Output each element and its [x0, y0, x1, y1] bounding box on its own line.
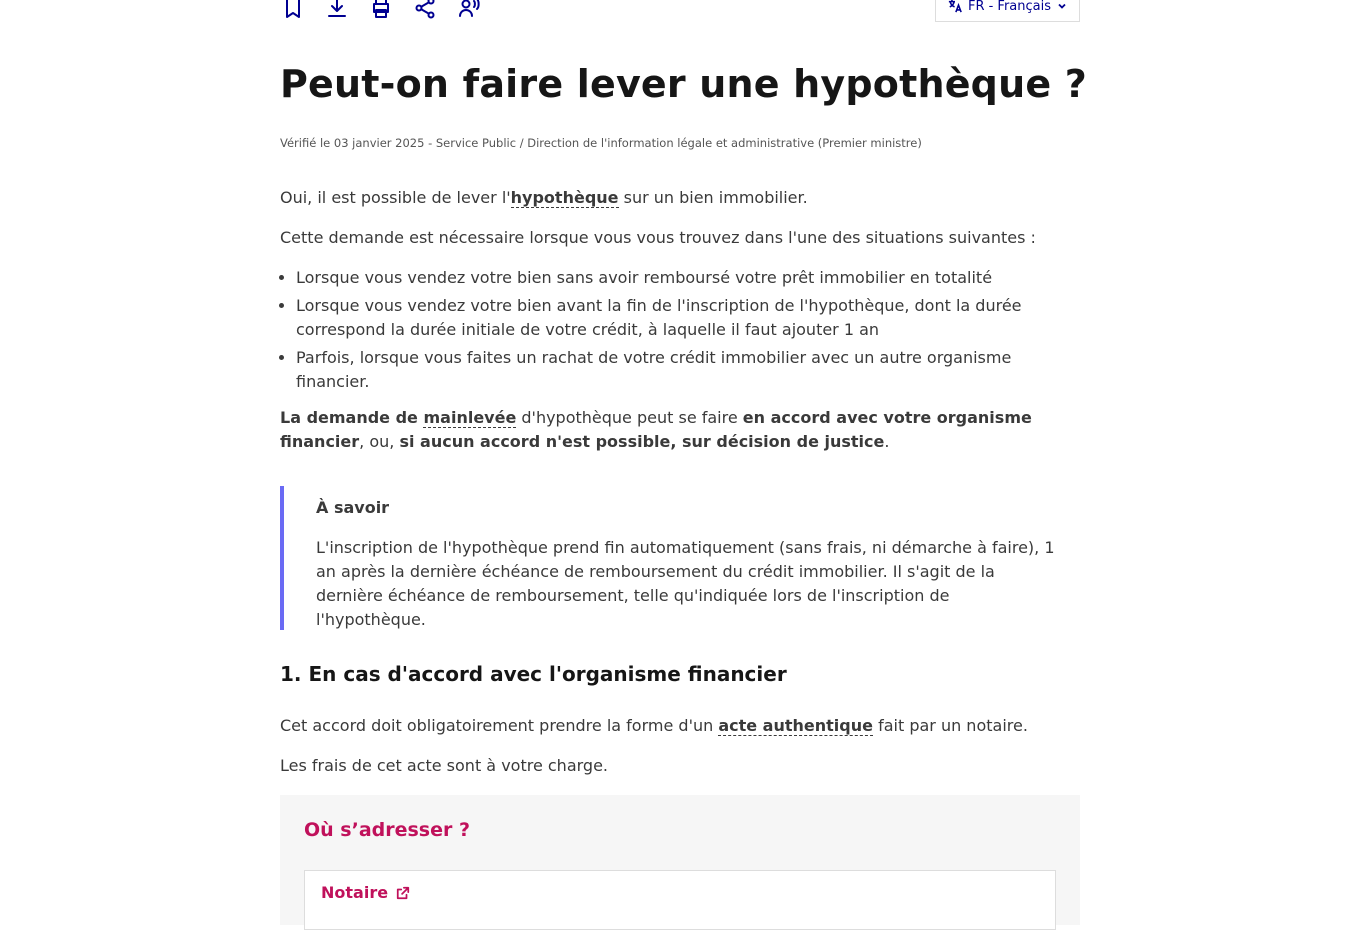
intro-text-before: Oui, il est possible de lever l'	[280, 188, 511, 207]
external-link-icon	[396, 886, 410, 900]
demand-paragraph	[280, 406, 1080, 454]
term-acte-authentique[interactable]: acte authentique	[718, 716, 873, 735]
bookmark-icon[interactable]	[280, 0, 306, 21]
section-paragraph-2: Les frais de cet acte sont à votre charge.	[280, 756, 608, 775]
listen-icon[interactable]	[456, 0, 482, 21]
where-title: Où s’adresser ?	[304, 819, 471, 841]
demand-bold-2: en accord avec votre organisme financier	[280, 408, 1032, 451]
intro-paragraph-2: Cette demande est nécessaire lorsque vous vous trouvez dans l'une des situations suivantes :	[280, 228, 1036, 247]
page-toolbar	[280, 0, 500, 24]
info-callout	[280, 486, 1080, 630]
demand-bold-1: La demande de	[280, 408, 424, 427]
demand-text-3: .	[884, 432, 890, 451]
list-item: • Lorsque vous vendez votre bien avant la fin de l'inscription de l'hypothèque, dont la durée correspond la durée initiale de votre crédit, à laquelle il faut ajouter 1 an	[296, 294, 1086, 342]
intro-paragraph-1	[280, 186, 1080, 210]
chevron-down-icon	[1057, 1, 1067, 11]
where-to-go-box	[280, 795, 1080, 925]
term-mainlevee[interactable]: mainlevée	[423, 408, 517, 427]
term-hypotheque[interactable]: hypothèque	[510, 188, 619, 207]
demand-text-1: d'hypothèque peut se faire	[516, 408, 743, 427]
verification-meta: Vérifié le 03 janvier 2025 - Service Public / Direction de l'information légale et administrative (Premier ministre)	[280, 136, 922, 150]
list-item: • Parfois, lorsque vous faites un rachat de votre crédit immobilier avec un autre organisme financier.	[296, 346, 1086, 394]
notaire-link[interactable]	[321, 883, 410, 902]
contact-card	[304, 870, 1056, 930]
demand-bold-3: si aucun accord n'est possible, sur décision de justice	[399, 432, 885, 451]
section-heading: 1. En cas d'accord avec l'organisme financier	[280, 662, 787, 686]
page-title: Peut-on faire lever une hypothèque ?	[280, 62, 1087, 106]
intro-text-after: sur un bien immobilier.	[618, 188, 808, 207]
notaire-link-label: Notaire	[321, 883, 389, 902]
section-paragraph-1	[280, 714, 1080, 738]
share-icon[interactable]	[412, 0, 438, 21]
demand-text-2: , ou,	[359, 432, 400, 451]
list-item: • Lorsque vous vendez votre bien sans avoir remboursé votre prêt immobilier en totalité	[296, 266, 1086, 290]
section-text-before: Cet accord doit obligatoirement prendre la forme d'un	[280, 716, 719, 735]
download-icon[interactable]	[324, 0, 350, 21]
situations-list	[280, 266, 1086, 398]
print-icon[interactable]	[368, 0, 394, 21]
callout-title: À savoir	[316, 498, 390, 517]
language-label: FR - Français	[967, 0, 1052, 14]
section-text-after: fait par un notaire.	[872, 716, 1028, 735]
translate-icon	[948, 0, 962, 13]
callout-body: L'inscription de l'hypothèque prend fin automatiquement (sans frais, ni démarche à faire), 1 an après la dernière échéance de remboursement du crédit immobilier. Il s'agit de la dernière échéance de remboursement, telle qu'indiquée lors de l'inscription de l'hypothèque.	[316, 538, 1055, 629]
language-selector[interactable]	[935, 0, 1080, 22]
